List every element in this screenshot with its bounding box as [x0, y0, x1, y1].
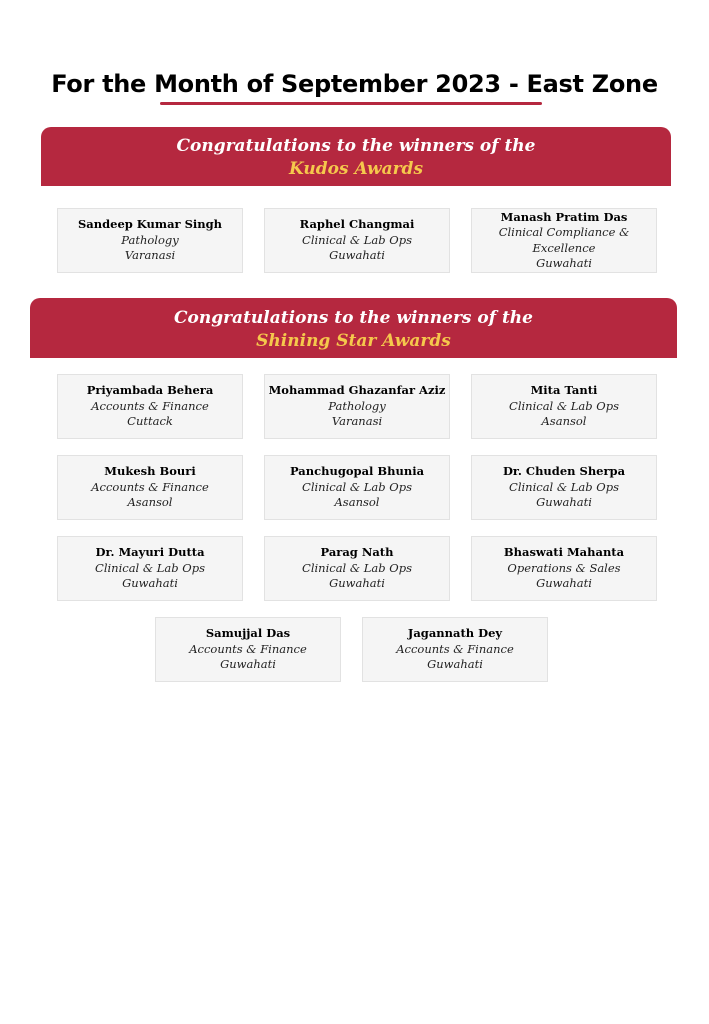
winner-card: [264, 208, 450, 273]
winner-location: Guwahati: [536, 495, 592, 510]
winner-card: [57, 374, 243, 439]
winner-department: Clinical & Lab Ops: [509, 398, 619, 413]
winner-card: [264, 374, 450, 439]
winner-location: Guwahati: [536, 576, 592, 591]
winner-department: Clinical Compliance & Excellence: [498, 225, 630, 255]
winner-location: Guwahati: [427, 657, 483, 672]
winner-location: Guwahati: [122, 576, 178, 591]
winner-card: [471, 536, 657, 601]
title-underline: [160, 102, 542, 105]
winner-name: Mita Tanti: [530, 383, 598, 398]
winner-location: Varanasi: [124, 248, 176, 263]
winner-department: Operations & Sales: [507, 560, 621, 575]
winner-department: Clinical & Lab Ops: [509, 479, 619, 494]
winner-department: Accounts & Finance: [91, 398, 209, 413]
winner-name: Mukesh Bouri: [104, 464, 196, 479]
kudos-banner-line1: Congratulations to the winners of the: [176, 136, 536, 156]
winner-department: Clinical & Lab Ops: [302, 479, 412, 494]
winner-location: Guwahati: [329, 248, 385, 263]
winner-department: Pathology: [121, 232, 179, 247]
winner-name: Jagannath Dey: [407, 626, 503, 641]
winner-card: [57, 455, 243, 520]
winner-department: Clinical & Lab Ops: [95, 560, 205, 575]
winner-name: Dr. Mayuri Dutta: [95, 545, 205, 560]
winner-card: [264, 536, 450, 601]
winner-location: Guwahati: [220, 657, 276, 672]
shining-star-banner: [30, 298, 677, 358]
winner-name: Mohammad Ghazanfar Aziz: [268, 383, 446, 398]
winner-card: [57, 536, 243, 601]
winner-location: Asansol: [334, 495, 380, 510]
winner-card: [155, 617, 341, 682]
winner-name: Priyambada Behera: [86, 383, 214, 398]
winner-location: Guwahati: [329, 576, 385, 591]
winner-card: [264, 455, 450, 520]
winner-name: Samujjal Das: [205, 626, 291, 641]
winner-name: Panchugopal Bhunia: [289, 464, 425, 479]
winner-department: Clinical & Lab Ops: [302, 560, 412, 575]
winner-name: Bhaswati Mahanta: [503, 545, 625, 560]
winner-department: Accounts & Finance: [189, 641, 307, 656]
winner-department: Accounts & Finance: [396, 641, 514, 656]
winner-name: Sandeep Kumar Singh: [77, 217, 223, 232]
winner-department: Pathology: [328, 398, 386, 413]
winner-location: Guwahati: [536, 256, 592, 270]
kudos-banner: [41, 127, 671, 186]
winner-card: [471, 455, 657, 520]
winner-name: Manash Pratim Das: [500, 209, 628, 224]
winner-card: [362, 617, 548, 682]
winner-card: [471, 374, 657, 439]
winner-name: Raphel Changmai: [299, 217, 415, 232]
shining-banner-award: Shining Star Awards: [256, 331, 451, 351]
winner-location: Varanasi: [331, 414, 383, 429]
page-title: For the Month of September 2023 - East Zone: [51, 70, 658, 98]
winner-name: Dr. Chuden Sherpa: [502, 464, 626, 479]
winner-location: Cuttack: [127, 414, 173, 429]
shining-banner-line1: Congratulations to the winners of the: [173, 308, 533, 328]
winner-location: Asansol: [127, 495, 173, 510]
winner-name: Parag Nath: [320, 545, 394, 560]
winner-location: Asansol: [541, 414, 587, 429]
winner-department: Accounts & Finance: [91, 479, 209, 494]
winner-card: [57, 208, 243, 273]
winner-card: [471, 208, 657, 273]
kudos-banner-award: Kudos Awards: [288, 159, 424, 179]
winner-department: Clinical & Lab Ops: [302, 232, 412, 247]
